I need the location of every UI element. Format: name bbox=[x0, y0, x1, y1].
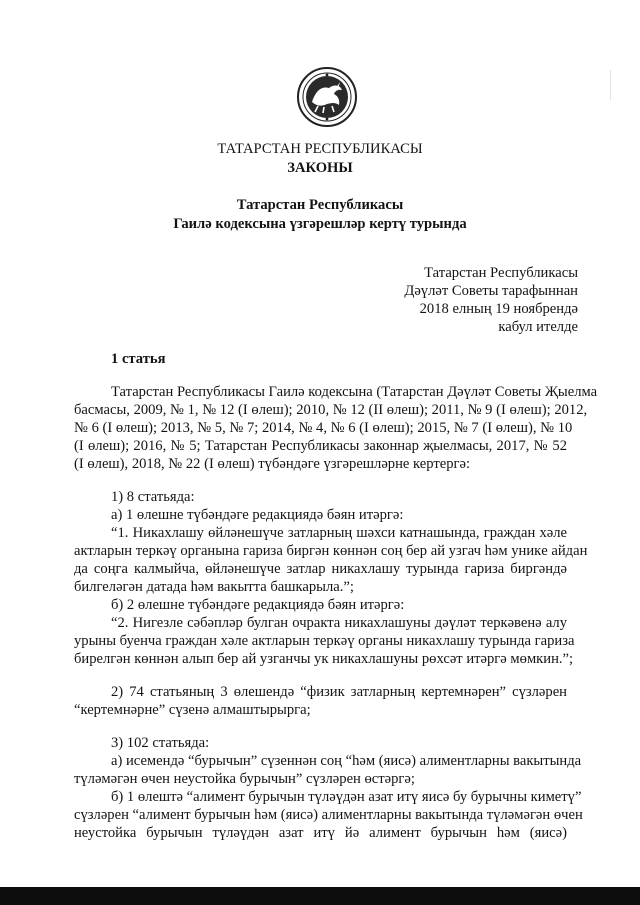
item1-heading: 1) 8 статьяда: bbox=[111, 489, 195, 505]
adoption-line1: Татарстан Республикасы bbox=[424, 265, 578, 281]
item3-b-line2: сүзләрен “алимент бурычын һәм (яисә) алиментларны вакытында түләмәгән өчен bbox=[74, 807, 583, 823]
law-name-line1: Татарстан Республикасы bbox=[236, 197, 404, 213]
intro-line5: (I өлеш), 2018, № 22 (I өлеш) түбәндәге үзгәрешләрне кертергә: bbox=[74, 456, 471, 472]
intro-line2: басмасы, 2009, № 1, № 12 (I өлеш); 2010, № 12 (II өлеш); 2011, № 9 (I өлеш); 2012, bbox=[74, 402, 588, 418]
intro-line3: № 6 (I өлеш); 2013, № 5, № 7; 2014, № 4, № 6 (I өлеш); 2015, № 7 (I өлеш), № 10 bbox=[74, 420, 573, 436]
adoption-line2: Дәүләт Советы тарафыннан bbox=[404, 283, 578, 299]
quote1-line2: актларын теркәү органына гариза биргән көннән соң бер ай узгач һәм уникe айдан bbox=[74, 543, 588, 559]
item1-a: а) 1 өлешне түбәндәге редакциядә бәян итәргә: bbox=[111, 507, 404, 523]
republic-title: ТАТАРСТАН РЕСПУБЛИКАСЫ bbox=[217, 141, 423, 157]
adoption-line4: кабул ителде bbox=[498, 319, 578, 335]
scan-bottom-edge bbox=[0, 887, 640, 905]
tatarstan-emblem-icon bbox=[296, 66, 358, 128]
item3-b-line3: неустойка бурычын түләүдән азат итү йә алимент бурычын һәм (яисә) bbox=[74, 825, 567, 841]
item3-a-line2: түләмәгән өчен неустойка бурычын” сүзләрен өстәргә; bbox=[74, 771, 415, 787]
quote2-line3: бирелгән көннән алып бер ай узганчы ук никахлашуны рөхсәт итәргә мөмкин.”; bbox=[74, 651, 574, 667]
quote1-line3: да соңга калмыйча, өйләнешүче затлар никахлашу турында гариза биргәндә bbox=[74, 561, 567, 577]
article-heading: 1 статья bbox=[111, 351, 166, 367]
scan-artifact bbox=[610, 70, 611, 100]
item2-line2: “кертемнәрне” сүзенә алмаштырырга; bbox=[74, 702, 311, 718]
quote1-line4: билгеләгән датада һәм вакытта башкарыла.”; bbox=[74, 579, 354, 595]
adoption-line3: 2018 елның 19 ноябрендә bbox=[419, 301, 578, 317]
intro-line4: (I өлеш); 2016, № 5; Татарстан Республикасы законнар җыелмасы, 2017, № 52 bbox=[74, 438, 567, 454]
item1-b: б) 2 өлешне түбәндәге редакциядә бәян итәргә: bbox=[111, 597, 405, 613]
quote1-line1: “1. Никахлашу өйләнешүче затларның шәхси катнашында, граждан хәле bbox=[111, 525, 567, 541]
law-name-line2: Гаилә кодексына үзгәрешләр кертү турында bbox=[173, 216, 467, 232]
item3-b-line1: б) 1 өлештә “алимент бурычын түләүдән азат итү яисә бу бурычны киметү” bbox=[111, 789, 582, 805]
quote2-line2: урыны буенча граждан хәле актларын теркәү органы никахлашу турында гариза bbox=[74, 633, 575, 649]
intro-line1: Татарстан Республикасы Гаилә кодексына (Татарстан Дәүләт Советы Җыелма bbox=[111, 384, 598, 400]
item3-heading: 3) 102 статьяда: bbox=[111, 735, 210, 751]
item3-a-line1: а) исемендә “бурычын” сүзеннән соң “һәм (яисә) алиментларны вакытында bbox=[111, 753, 582, 769]
quote2-line1: “2. Нигезле сәбәпләр булган очракта никахлашуны дәүләт теркәвенә алу bbox=[111, 615, 567, 631]
item2-line1: 2) 74 статьяның 3 өлешендә “физик затларның кертемнәрен” сүзләрен bbox=[111, 684, 567, 700]
law-title: ЗАКОНЫ bbox=[287, 160, 353, 176]
